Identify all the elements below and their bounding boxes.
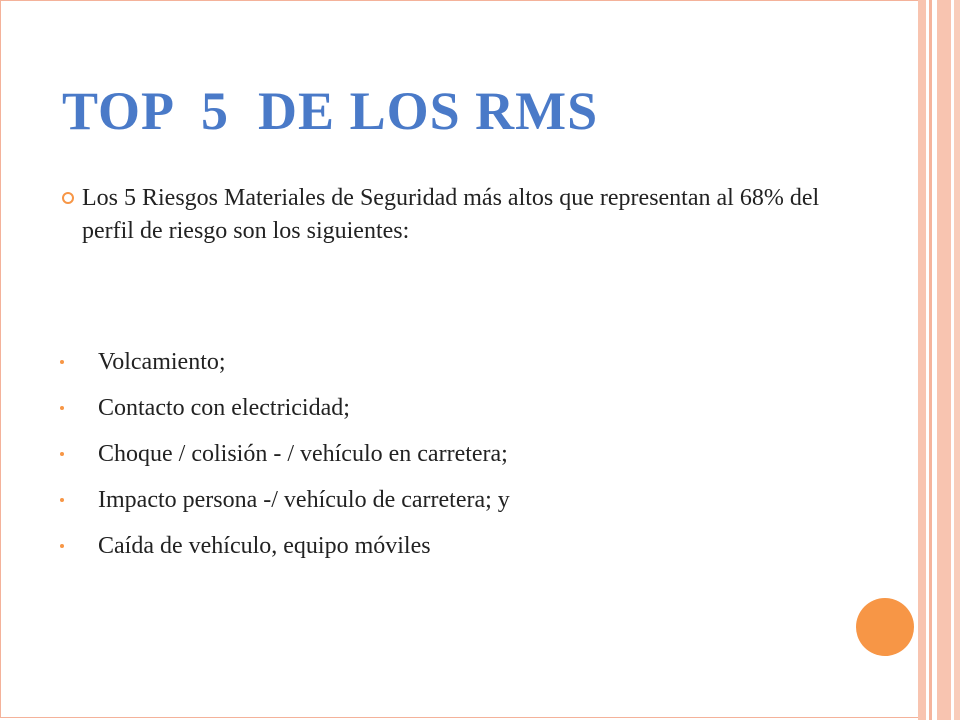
slide-title: TOP 5 DE LOS RMS xyxy=(62,81,599,141)
list-item-text: Choque / colisión - / vehículo en carretera; xyxy=(98,441,508,467)
list-item-text: Impacto persona -/ vehículo de carretera; y xyxy=(98,487,510,513)
list-item-text: Contacto con electricidad; xyxy=(98,395,350,421)
decorative-stripe xyxy=(937,0,951,720)
ring-bullet-icon xyxy=(62,192,74,204)
dot-bullet-icon xyxy=(60,544,64,548)
dot-bullet-icon xyxy=(60,452,64,456)
decorative-circle xyxy=(856,598,914,656)
dot-bullet-icon xyxy=(60,406,64,410)
decorative-stripe xyxy=(954,0,960,720)
intro-text: Los 5 Riesgos Materiales de Seguridad más altos que representan al 68% del perfil de riesgo son los siguientes: xyxy=(82,185,820,244)
decorative-stripe xyxy=(918,0,926,720)
list-item-text: Caída de vehículo, equipo móviles xyxy=(98,533,431,559)
dot-bullet-icon xyxy=(60,360,64,364)
list-item-text: Volcamiento; xyxy=(98,349,226,375)
dot-bullet-icon xyxy=(60,498,64,502)
